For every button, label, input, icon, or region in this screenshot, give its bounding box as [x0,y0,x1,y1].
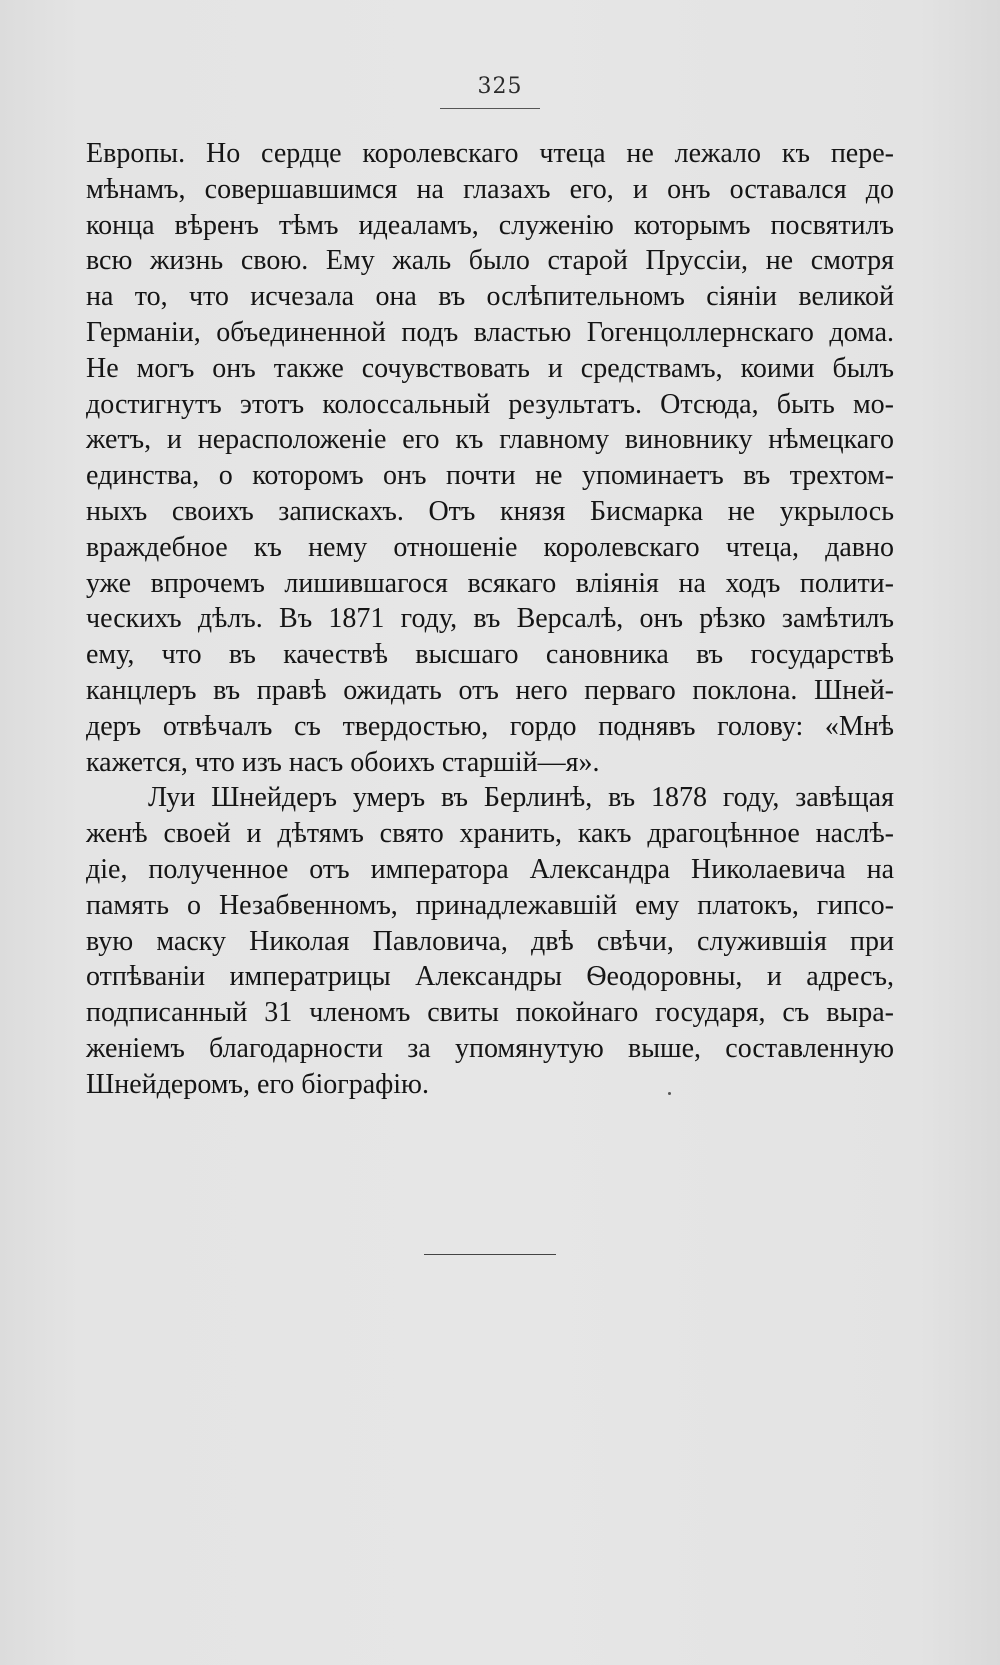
text-line: память о Незабвенномъ, принадлежавшій ему платокъ, гипсо- [86,889,894,921]
page-number-rule [440,108,540,109]
text-line: деръ отвѣчалъ съ твердостью, гордо поднявъ голову: «Мнѣ [86,710,894,742]
text-line: подписанный 31 членомъ свиты покойнаго государя, съ выра- [86,997,894,1029]
text-line: мѣнамъ, совершавшимся на глазахъ его, и онъ оставался до [86,173,894,205]
text-line: вую маску Николая Павловича, двѣ свѣчи, служившія при [86,925,894,957]
section-end-rule [424,1254,556,1255]
text-line: единства, о которомъ онъ почти не упоминаетъ въ трехтом- [86,460,894,492]
text-line: Шнейдеромъ, его біографію. [86,1068,429,1100]
paragraph-2 [86,780,894,1102]
text-line: враждебное къ нему отношеніе королевскаго чтеца, давно [86,531,894,563]
text-line: канцлеръ въ правѣ ожидать отъ него перваго поклона. Шней- [86,674,894,706]
text-line: достигнутъ этотъ колоссальный результатъ. Отсюда, быть мо- [86,388,894,420]
text-line: Не могъ онъ также сочувствовать и средствамъ, коими былъ [86,352,894,384]
text-line: ческихъ дѣлъ. Въ 1871 году, въ Версалѣ, онъ рѣзко замѣтилъ [86,603,894,635]
text-line: Европы. Но сердце королевскаго чтеца не лежало къ пере- [86,138,894,169]
text-line: ныхъ своихъ запискахъ. Отъ князя Бисмарка не укрылось [86,495,894,527]
paragraph-1 [86,136,894,780]
text-line: на то, что исчезала она въ ослѣпительномъ сіяніи великой [86,281,894,313]
text-line: Германіи, объединенной подъ властью Гогенцоллернскаго дома. [86,316,894,348]
text-line: конца вѣренъ тѣмъ идеаламъ, служенію которымъ посвятилъ [86,209,894,241]
page-number: 325 [477,74,523,99]
ink-speck [668,1092,671,1095]
text-line: Луи Шнейдеръ умеръ въ Берлинѣ, въ 1878 году, завѣщая [148,782,894,814]
body-text [86,136,894,1103]
text-line: ему, что въ качествѣ высшаго сановника въ государствѣ [86,639,894,671]
text-line: жетъ, и нерасположеніе его къ главному виновнику нѣмецкаго [86,424,894,456]
text-line: всю жизнь свою. Ему жаль было старой Пруссіи, не смотря [86,245,894,277]
text-line: отпѣваніи императрицы Александры Ѳеодоровны, и адресъ, [86,961,894,993]
text-line: женіемъ благодарности за упомянутую выше, составленную [86,1032,894,1064]
text-line: уже впрочемъ лишившагося всякаго вліянія на ходъ полити- [86,567,894,599]
text-line: діе, полученное отъ императора Александра Николаевича на [86,853,894,885]
text-line: кажется, что изъ насъ обоихъ старшій—я». [86,746,600,778]
text-line: женѣ своей и дѣтямъ свято хранить, какъ драгоцѣнное наслѣ- [86,818,894,850]
